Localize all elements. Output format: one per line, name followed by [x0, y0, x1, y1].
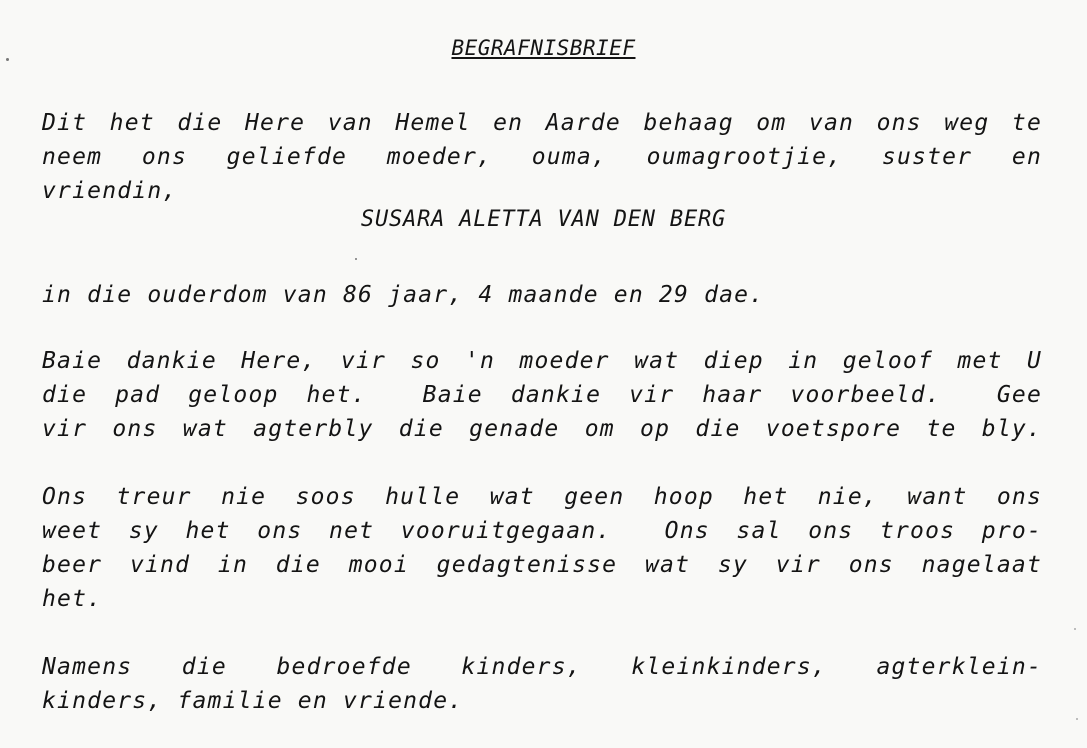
age-line: in die ouderdom van 86 jaar, 4 maande en 29 dae.	[42, 282, 765, 308]
thanks-paragraph	[42, 344, 1042, 446]
document-title: BEGRAFNISBRIEF	[451, 36, 636, 60]
grief-line: beer vind in die mooi gedagtenisse wat sy vir ons nagelaat	[42, 552, 1042, 578]
grief-paragraph	[42, 480, 1042, 616]
deceased-name: SUSARA ALETTA VAN DEN BERG	[360, 207, 727, 232]
paper-speck	[6, 58, 9, 61]
paper-speck	[355, 258, 357, 260]
closing-line: kinders, familie en vriende.	[42, 688, 464, 714]
grief-line: Ons treur nie soos hulle wat geen hoop het nie, want ons	[42, 484, 1042, 510]
intro-line: vriendin,	[42, 178, 178, 204]
intro-line: neem ons geliefde moeder, ouma, oumagrootjie, suster en	[42, 144, 1042, 170]
grief-line: weet sy het ons net vooruitgegaan. Ons sal ons troos pro-	[42, 518, 1042, 544]
grief-line: het.	[42, 586, 103, 612]
paper-speck	[1076, 718, 1078, 720]
thanks-line: die pad geloop het. Baie dankie vir haar voorbeeld. Gee	[42, 382, 1042, 408]
paper-speck	[1074, 628, 1076, 630]
age-paragraph	[42, 278, 1042, 312]
thanks-line: vir ons wat agterbly die genade om op die voetspore te bly.	[42, 416, 1042, 442]
intro-paragraph	[42, 106, 1042, 208]
intro-line: Dit het die Here van Hemel en Aarde behaag om van ons weg te	[42, 110, 1042, 136]
thanks-line: Baie dankie Here, vir so 'n moeder wat diep in geloof met U	[42, 348, 1042, 374]
closing-paragraph	[42, 650, 1042, 718]
closing-line: Namens die bedroefde kinders, kleinkinders, agterklein-	[42, 654, 1042, 680]
